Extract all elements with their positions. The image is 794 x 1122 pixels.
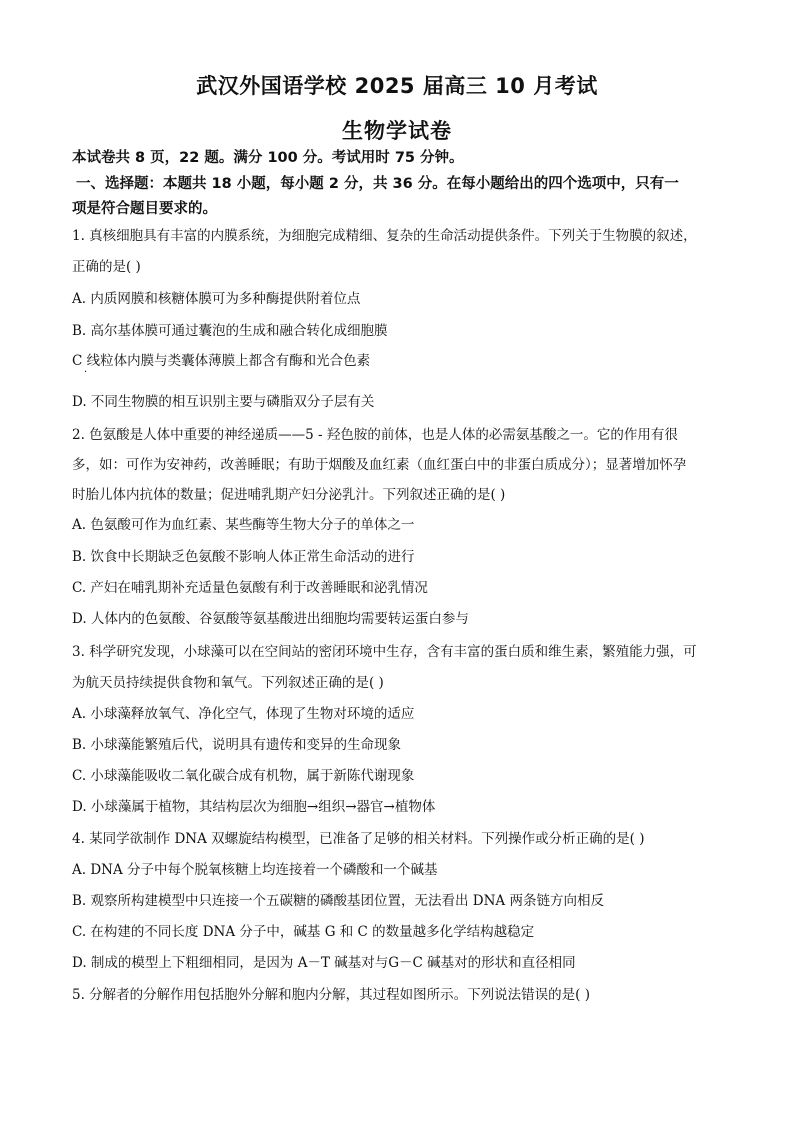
question-4-option-d: D. 制成的模型上下粗细相同，是因为 A－T 碱基对与G－C 碱基对的形状和直径相同 — [72, 955, 576, 971]
section-heading: 一、选择题：本题共 18 小题，每小题 2 分，共 36 分。在每小题给出的四个选项中，只有一 — [76, 176, 679, 192]
question-1-stem: 正确的是( ) — [72, 259, 141, 275]
question-4-option-a: A. DNA 分子中每个脱氧核糖上均连接着一个磷酸和一个碱基 — [72, 862, 438, 878]
question-5-stem: 5. 分解者的分解作用包括胞外分解和胞内分解，其过程如图所示。下列说法错误的是( ) — [72, 987, 590, 1003]
question-4-stem: 4. 某同学欲制作 DNA 双螺旋结构模型，已准备了足够的相关材料。下列操作或分析正确的是( ) — [72, 831, 645, 847]
question-2-option-d: D. 人体内的色氨酸、谷氨酸等氨基酸进出细胞均需要转运蛋白参与 — [72, 611, 469, 627]
question-1-stem: 1. 真核细胞具有丰富的内膜系统，为细胞完成精细、复杂的生命活动提供条件。下列关于生物膜的叙述， — [72, 228, 697, 244]
question-2-stem: 多，如：可作为安神药，改善睡眠；有助于烟酸及血红素（血红蛋白中的非蛋白质成分）；显著增加怀孕 — [72, 457, 687, 473]
question-1-option-a: A. 内质网膜和核糖体膜可为多种酶提供附着位点 — [72, 291, 361, 307]
question-1-option-d: D. 不同生物膜的相互识别主要与磷脂双分子层有关 — [72, 394, 375, 410]
question-1-option-b: B. 高尔基体膜可通过囊泡的生成和融合转化成细胞膜 — [72, 323, 388, 339]
exam-subject: 生物学试卷 — [342, 119, 452, 143]
question-1-option-c: C 线粒体内膜与类囊体薄膜上都含有酶和光合色素 — [72, 353, 371, 369]
section-heading-cont: 项是符合题目要求的。 — [72, 201, 217, 217]
question-2-stem: 2. 色氨酸是人体中重要的神经递质——5 - 羟色胺的前体，也是人体的必需氨基酸之一。它的作用有很 — [72, 427, 678, 443]
exam-info: 本试卷共 8 页，22 题。满分 100 分。考试用时 75 分钟。 — [72, 150, 464, 166]
question-2-option-a: A. 色氨酸可作为血红素、某些酶等生物大分子的单体之一 — [72, 517, 415, 533]
question-3-stem: 3. 科学研究发现，小球藻可以在空间站的密闭环境中生存，含有丰富的蛋白质和维生素，繁殖能力强，可 — [72, 644, 697, 660]
question-2-option-b: B. 饮食中长期缺乏色氨酸不影响人体正常生命活动的进行 — [72, 549, 415, 565]
stray-dot-mark: · — [84, 367, 88, 378]
question-2-stem: 时胎儿体内抗体的数量；促进哺乳期产妇分泌乳汁。下列叙述正确的是( ) — [72, 487, 506, 503]
question-3-option-b: B. 小球藻能繁殖后代，说明具有遗传和变异的生命现象 — [72, 737, 402, 753]
question-3-option-d: D. 小球藻属于植物，其结构层次为细胞→组织→器官→植物体 — [72, 799, 436, 815]
exam-title: 武汉外国语学校 2025 届高三 10 月考试 — [196, 74, 598, 98]
question-3-option-c: C. 小球藻能吸收二氧化碳合成有机物，属于新陈代谢现象 — [72, 768, 415, 784]
question-2-option-c: C. 产妇在哺乳期补充适量色氨酸有利于改善睡眠和泌乳情况 — [72, 580, 428, 596]
question-3-option-a: A. 小球藻释放氧气、净化空气，体现了生物对环境的适应 — [72, 706, 415, 722]
question-3-stem: 为航天员持续提供食物和氧气。下列叙述正确的是( ) — [72, 675, 384, 691]
question-4-option-b: B. 观察所构建模型中只连接一个五碳糖的磷酸基团位置，无法看出 DNA 两条链方向相反 — [72, 893, 604, 909]
question-4-option-c: C. 在构建的不同长度 DNA 分子中，碱基 G 和 C 的数量越多化学结构越稳定 — [72, 924, 535, 940]
